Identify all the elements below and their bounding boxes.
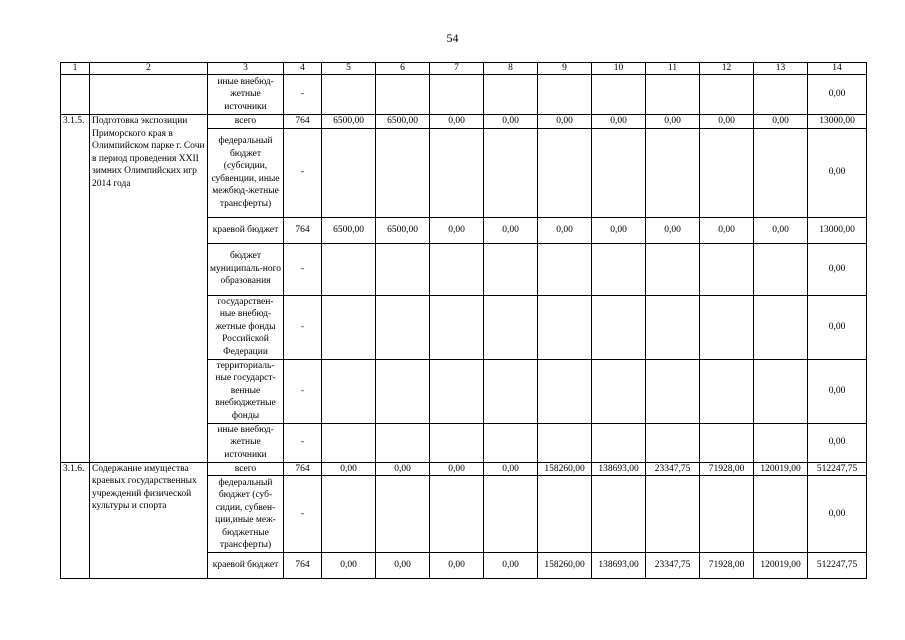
header-cell: 6: [376, 63, 430, 75]
cell-c6: [376, 128, 430, 217]
cell-c11: 23347,75: [646, 553, 700, 579]
cell-c8: [484, 128, 538, 217]
source-cell: краевой бюджет: [208, 217, 284, 243]
header-cell: 8: [484, 63, 538, 75]
cell-c10: [592, 128, 646, 217]
cell-c5: [322, 128, 376, 217]
cell-c13: 0,00: [754, 217, 808, 243]
cell-c7: [430, 476, 484, 553]
cell-c9: [538, 295, 592, 359]
cell-c9: 0,00: [538, 115, 592, 129]
cell-c13: 0,00: [754, 115, 808, 129]
cell-c9: [538, 75, 592, 115]
cell-c10: 138693,00: [592, 462, 646, 476]
header-cell: 5: [322, 63, 376, 75]
cell-c7: [430, 295, 484, 359]
cell-c12: [700, 359, 754, 423]
cell-c5: [322, 295, 376, 359]
cell-c8: [484, 75, 538, 115]
cell-c7: 0,00: [430, 217, 484, 243]
cell-c11: 23347,75: [646, 462, 700, 476]
header-row: [61, 63, 867, 75]
cell-c10: [592, 75, 646, 115]
cell-c4: -: [284, 128, 322, 217]
cell-c11: [646, 359, 700, 423]
cell-c10: [592, 423, 646, 462]
cell-c7: [430, 359, 484, 423]
cell-c10: [592, 295, 646, 359]
cell-c5: [322, 243, 376, 295]
cell-c8: 0,00: [484, 553, 538, 579]
cell-c11: [646, 128, 700, 217]
cell-c7: 0,00: [430, 115, 484, 129]
cell-c4: -: [284, 295, 322, 359]
cell-c5: 0,00: [322, 553, 376, 579]
cell-c5: [322, 476, 376, 553]
cell-c11: 0,00: [646, 217, 700, 243]
cell-c14: 0,00: [808, 359, 867, 423]
cell-c9: 0,00: [538, 217, 592, 243]
cell-c6: [376, 295, 430, 359]
cell-c14: 0,00: [808, 75, 867, 115]
cell-c9: [538, 423, 592, 462]
cell-c12: [700, 128, 754, 217]
cell-c10: [592, 359, 646, 423]
cell-c13: 120019,00: [754, 462, 808, 476]
cell-c8: [484, 423, 538, 462]
cell-c4: 764: [284, 217, 322, 243]
cell-c14: 0,00: [808, 295, 867, 359]
cell-c10: 0,00: [592, 217, 646, 243]
cell-c13: [754, 295, 808, 359]
cell-c9: 158260,00: [538, 462, 592, 476]
cell-c12: [700, 295, 754, 359]
cell-c9: [538, 243, 592, 295]
cell-c8: [484, 295, 538, 359]
cell-c7: [430, 128, 484, 217]
cell-c12: 0,00: [700, 115, 754, 129]
header-cell: 10: [592, 63, 646, 75]
cell-c5: 6500,00: [322, 115, 376, 129]
cell-c8: 0,00: [484, 462, 538, 476]
source-cell: иные внебюд-жетные источники: [208, 423, 284, 462]
table-row: [61, 115, 867, 129]
name-cell: [90, 75, 208, 115]
cell-c6: 6500,00: [376, 115, 430, 129]
section-name: Подготовка экспозиции Приморского края в Олимпийском парке г. Сочи в период проведения XXII зимних Олимпийских игр 2014 года: [90, 115, 208, 463]
cell-c4: -: [284, 359, 322, 423]
table-row: [61, 75, 867, 115]
cell-c14: 0,00: [808, 423, 867, 462]
cell-c14: 512247,75: [808, 462, 867, 476]
cell-c4: -: [284, 423, 322, 462]
header-cell: 7: [430, 63, 484, 75]
cell-c12: [700, 423, 754, 462]
cell-c9: 158260,00: [538, 553, 592, 579]
cell-c14: 13000,00: [808, 115, 867, 129]
cell-c12: 71928,00: [700, 462, 754, 476]
section-name: Содержание имущества краевых государственных учреждений физической культуры и спорта: [90, 462, 208, 579]
header-cell: 9: [538, 63, 592, 75]
cell-c12: [700, 243, 754, 295]
cell-c10: 138693,00: [592, 553, 646, 579]
source-cell: иные внебюд-жетные источники: [208, 75, 284, 115]
cell-c8: [484, 476, 538, 553]
section-code: 3.1.5.: [61, 115, 90, 463]
cell-c11: [646, 75, 700, 115]
cell-c4: -: [284, 243, 322, 295]
source-cell: федеральный бюджет (суб-сидии, субвен-ции,иные меж-бюджетные трансферты): [208, 476, 284, 553]
cell-c10: [592, 476, 646, 553]
cell-c8: 0,00: [484, 115, 538, 129]
cell-c4: 764: [284, 462, 322, 476]
cell-c14: 0,00: [808, 243, 867, 295]
cell-c11: 0,00: [646, 115, 700, 129]
cell-c7: [430, 75, 484, 115]
code-cell: [61, 75, 90, 115]
cell-c6: [376, 423, 430, 462]
cell-c6: 0,00: [376, 553, 430, 579]
cell-c5: [322, 75, 376, 115]
cell-c11: [646, 476, 700, 553]
cell-c9: [538, 476, 592, 553]
cell-c8: [484, 359, 538, 423]
cell-c5: 0,00: [322, 462, 376, 476]
source-cell: федеральный бюджет (субсидии, субвенции, иные межбюд-жетные трансферты): [208, 128, 284, 217]
cell-c4: 764: [284, 553, 322, 579]
header-cell: 2: [90, 63, 208, 75]
cell-c6: 6500,00: [376, 217, 430, 243]
cell-c13: [754, 359, 808, 423]
cell-c6: 0,00: [376, 462, 430, 476]
cell-c4: -: [284, 476, 322, 553]
header-cell: 12: [700, 63, 754, 75]
cell-c13: 120019,00: [754, 553, 808, 579]
cell-c6: [376, 359, 430, 423]
cell-c5: [322, 359, 376, 423]
header-cell: 1: [61, 63, 90, 75]
cell-c9: [538, 128, 592, 217]
cell-c10: [592, 243, 646, 295]
cell-c14: 0,00: [808, 476, 867, 553]
cell-c13: [754, 476, 808, 553]
cell-c13: [754, 423, 808, 462]
cell-c12: 0,00: [700, 217, 754, 243]
budget-table: [60, 62, 867, 579]
section-code: 3.1.6.: [61, 462, 90, 579]
cell-c14: 13000,00: [808, 217, 867, 243]
cell-c12: 71928,00: [700, 553, 754, 579]
source-cell: бюджет муниципаль-ного образования: [208, 243, 284, 295]
cell-c6: [376, 243, 430, 295]
cell-c5: 6500,00: [322, 217, 376, 243]
table-row: [61, 462, 867, 476]
cell-c13: [754, 75, 808, 115]
header-cell: 3: [208, 63, 284, 75]
source-cell: территориаль-ные государст-венные внебюджетные фонды: [208, 359, 284, 423]
header-cell: 4: [284, 63, 322, 75]
cell-c4: 764: [284, 115, 322, 129]
cell-c8: [484, 243, 538, 295]
cell-c4: -: [284, 75, 322, 115]
cell-c13: [754, 128, 808, 217]
source-cell: краевой бюджет: [208, 553, 284, 579]
source-cell: всего: [208, 462, 284, 476]
cell-c11: [646, 423, 700, 462]
cell-c6: [376, 75, 430, 115]
cell-c8: 0,00: [484, 217, 538, 243]
cell-c10: 0,00: [592, 115, 646, 129]
cell-c6: [376, 476, 430, 553]
header-cell: 14: [808, 63, 867, 75]
source-cell: всего: [208, 115, 284, 129]
cell-c14: 0,00: [808, 128, 867, 217]
cell-c5: [322, 423, 376, 462]
cell-c7: [430, 243, 484, 295]
cell-c7: [430, 423, 484, 462]
cell-c13: [754, 243, 808, 295]
cell-c7: 0,00: [430, 553, 484, 579]
cell-c12: [700, 75, 754, 115]
cell-c11: [646, 243, 700, 295]
header-cell: 11: [646, 63, 700, 75]
source-cell: государствен-ные внебюд-жетные фонды Российской Федерации: [208, 295, 284, 359]
cell-c12: [700, 476, 754, 553]
cell-c11: [646, 295, 700, 359]
cell-c7: 0,00: [430, 462, 484, 476]
header-cell: 13: [754, 63, 808, 75]
cell-c14: 512247,75: [808, 553, 867, 579]
cell-c9: [538, 359, 592, 423]
page-number: 54: [446, 31, 459, 45]
